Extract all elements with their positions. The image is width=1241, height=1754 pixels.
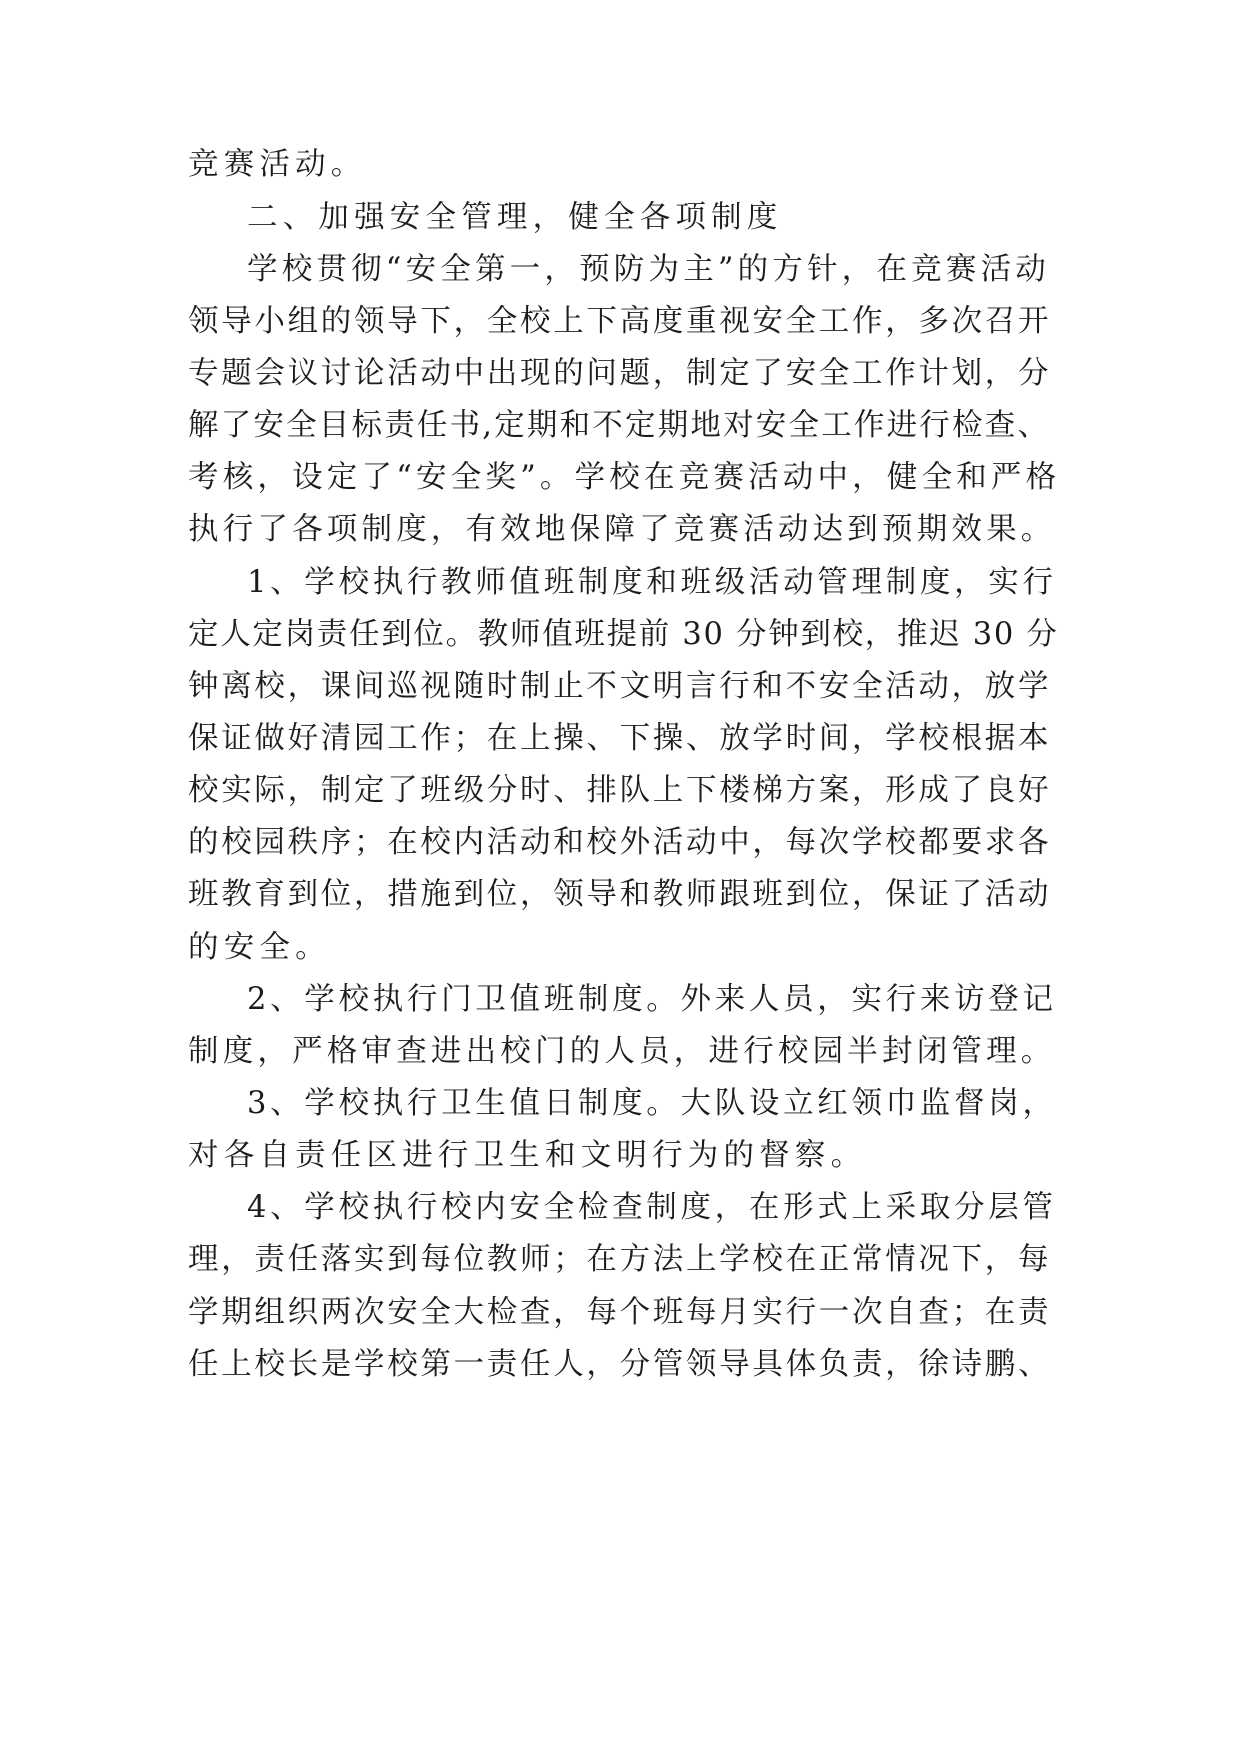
text-line: 班教育到位，措施到位，领导和教师跟班到位，保证了活动 — [188, 877, 1052, 912]
section-heading: 二、加强安全管理，健全各项制度 — [247, 200, 783, 235]
text-line: 钟离校，课间巡视随时制止不文明言行和不安全活动，放学 — [188, 669, 1052, 704]
text-line: 保证做好清园工作；在上操、下操、放学时间，学校根据本 — [188, 721, 1052, 756]
text-line: 任上校长是学校第一责任人，分管领导具体负责，徐诗鹏、 — [188, 1347, 1052, 1382]
text-line: 1、学校执行教师值班制度和班级活动管理制度，实行 — [247, 565, 1057, 600]
text-line: 学校贯彻“安全第一，预防为主”的方针，在竞赛活动 — [247, 252, 1050, 287]
text-line: 2、学校执行门卫值班制度。外来人员，实行来访登记 — [247, 982, 1057, 1017]
text-line: 考核，设定了“安全奖”。学校在竞赛活动中，健全和严格 — [188, 460, 1061, 495]
text-line: 4、学校执行校内安全检查制度，在形式上采取分层管 — [247, 1190, 1057, 1225]
text-line: 专题会议讨论活动中出现的问题，制定了安全工作计划，分 — [188, 356, 1052, 391]
text-line: 解了安全目标责任书,定期和不定期地对安全工作进行检查、 — [188, 408, 1051, 443]
text-line: 定人定岗责任到位。教师值班提前 30 分钟到校，推迟 30 分 — [188, 617, 1059, 652]
text-line: 的校园秩序；在校内活动和校外活动中，每次学校都要求各 — [188, 825, 1052, 860]
text-line: 的安全。 — [188, 930, 331, 965]
text-line: 执行了各项制度，有效地保障了竞赛活动达到预期效果。 — [188, 512, 1056, 547]
text-line: 理，责任落实到每位教师；在方法上学校在正常情况下，每 — [188, 1242, 1052, 1277]
text-line: 对各自责任区进行卫生和文明行为的督察。 — [188, 1138, 867, 1173]
text-line: 学期组织两次安全大检查，每个班每月实行一次自查；在责 — [188, 1295, 1052, 1330]
text-line: 3、学校执行卫生值日制度。大队设立红领巾监督岗， — [247, 1086, 1057, 1121]
text-line: 校实际，制定了班级分时、排队上下楼梯方案，形成了良好 — [188, 773, 1052, 808]
text-line: 竞赛活动。 — [188, 147, 367, 182]
text-line: 制度，严格审查进出校门的人员，进行校园半封闭管理。 — [188, 1034, 1056, 1069]
text-line: 领导小组的领导下，全校上下高度重视安全工作，多次召开 — [188, 304, 1052, 339]
